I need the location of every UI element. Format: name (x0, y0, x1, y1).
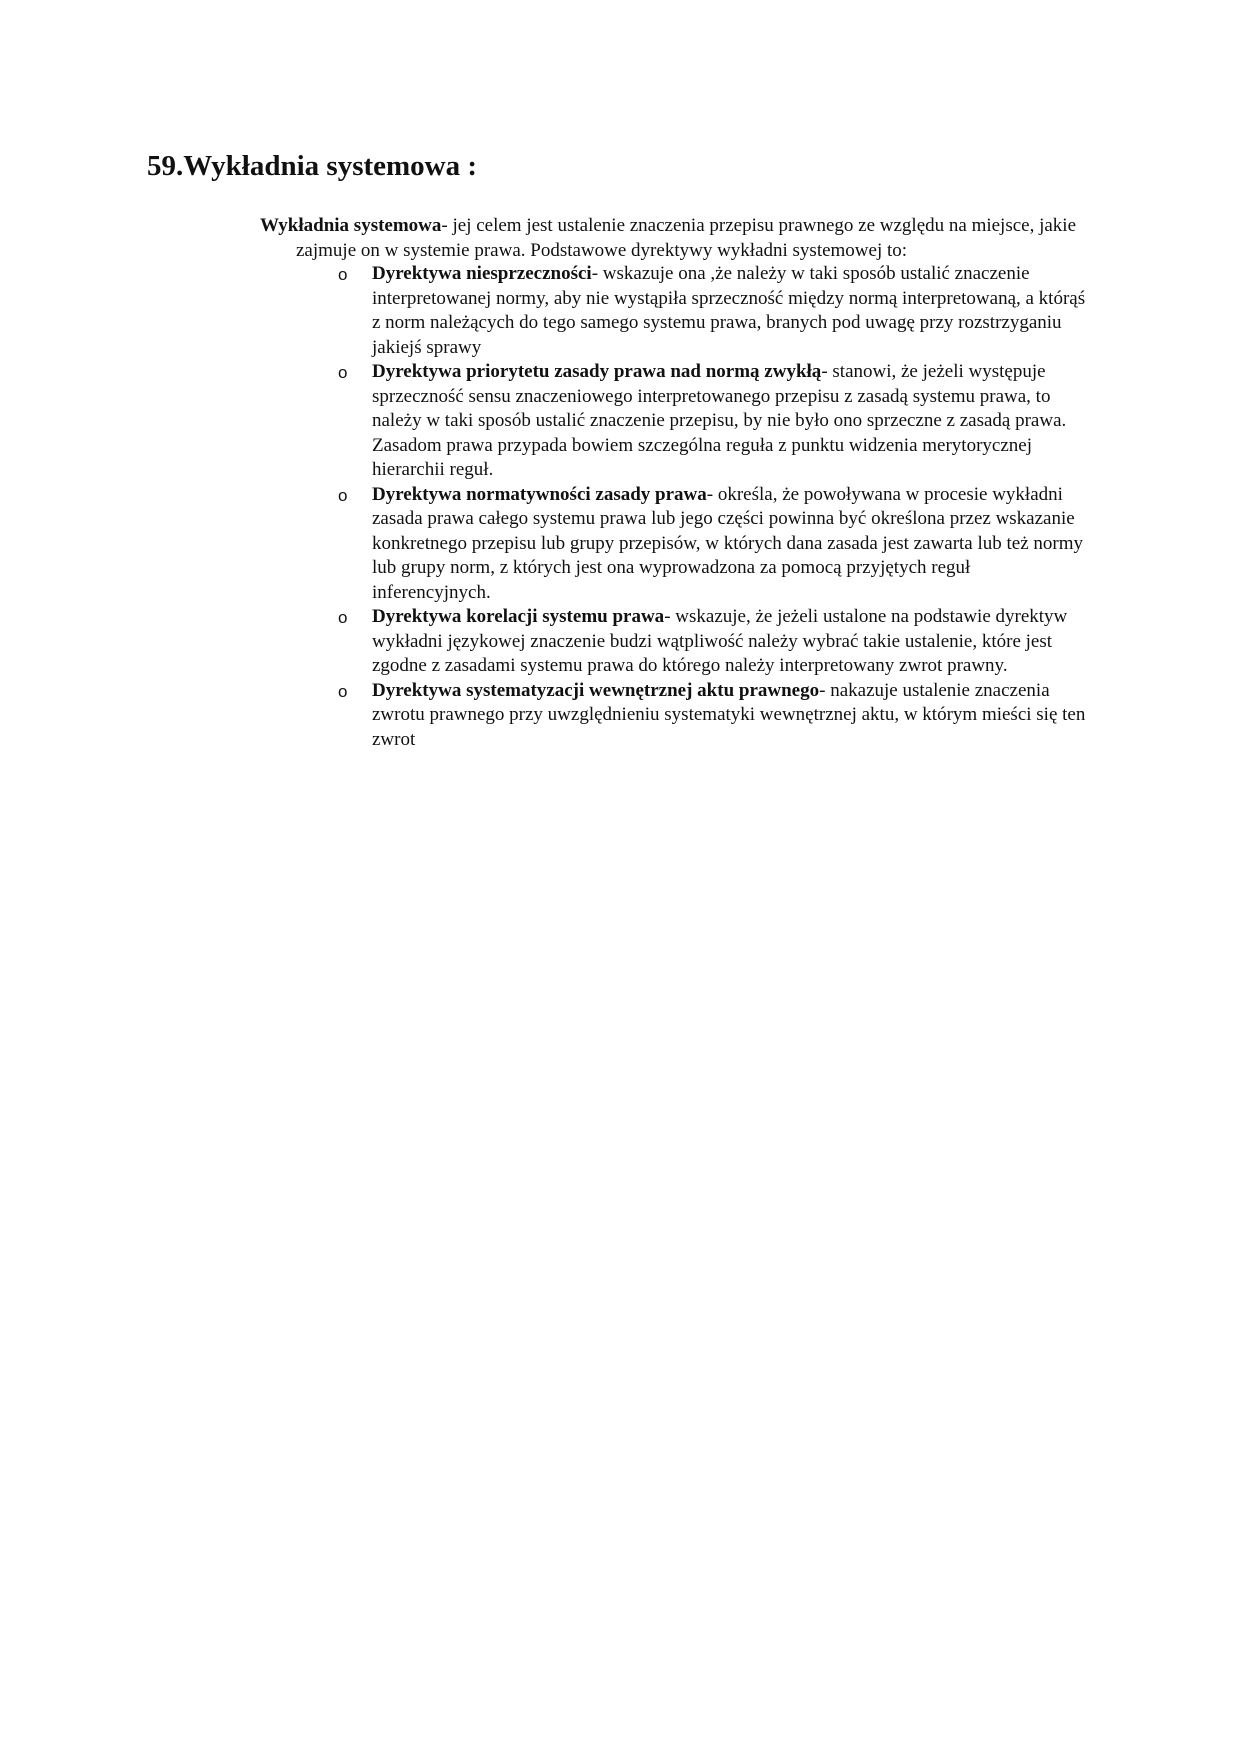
directive-list (338, 262, 1088, 752)
directive-text: - wskazuje, że jeżeli ustalone na podstawie dyrektyw wykładni językowej znaczenie budzi wątpliwość należy wybrać takie ustalenie, które jest zgodne z zasadami systemu prawa do którego należy interpretowany zwrot prawny. (372, 606, 1068, 676)
directive-term: Dyrektywa systematyzacji wewnętrznej aktu prawnego (372, 679, 820, 701)
directive-item-normatywnosci (338, 483, 1088, 606)
directive-item-systematyzacji (338, 679, 1088, 753)
intro-text: - jej celem jest ustalenie znaczenia przepisu prawnego ze względu na miejsce, jakie zajmuje on w systemie prawa. Podstawowe dyrektywy wykładni systemowej to: (296, 215, 1077, 261)
directive-term: Dyrektywa normatywności zasady prawa (372, 483, 707, 505)
directive-text: - wskazuje ona ,że należy w taki sposób ustalić znaczenie interpretowanej normy, aby nie wystąpiła sprzeczność między normą interpretowaną, a którąś z norm należących do tego samego systemu prawa, branych pod uwagę przy rozstrzyganiu jakiejś sprawy (372, 263, 1086, 358)
bullet-marker: o (338, 265, 348, 284)
bullet-marker: o (338, 681, 348, 701)
directive-item-korelacji (338, 605, 1088, 679)
directive-term: Dyrektywa korelacji systemu prawa (372, 606, 665, 627)
directive-item-niesprzecznosci (338, 262, 1088, 360)
directive-text: - nakazuje ustalenie znaczenia zwrotu prawnego przy uwzględnieniu systematyki wewnętrznej aktu, w którym mieści się ten zwrot (372, 679, 1086, 750)
bullet-marker: o (338, 363, 348, 382)
intro-term: Wykładnia systemowa (260, 215, 442, 236)
directive-item-priorytetu (338, 360, 1088, 483)
directive-text: - stanowi, że jeżeli występuje sprzeczność sensu znaczeniowego interpretowanego przepisu z zasadą systemu prawa, to należy w taki sposób ustalić znaczenie przepisu, by nie było ono sprzeczne z zasadą prawa. Zasadom prawa przypada bowiem szczególna reguła z punktu widzenia merytorycznej hierarchii reguł. (372, 361, 1067, 480)
directive-term: Dyrektywa priorytetu zasady prawa nad normą zwykłą (372, 361, 822, 382)
page-title: 59.Wykładnia systemowa : (147, 150, 478, 182)
directive-term: Dyrektywa niesprzeczności (372, 263, 592, 284)
directive-text: - określa, że powoływana w procesie wykładni zasada prawa całego systemu prawa lub jego części powinna być określona przez wskazanie konkretnego przepisu lub grupy przepisów, w których dana zasada jest zawarta lub też normy lub grupy norm, z których jest ona wyprowadzona za pomocą przyjętych reguł inferencyjnych. (372, 483, 1084, 603)
bullet-marker: o (338, 485, 348, 505)
bullet-marker: o (338, 608, 348, 627)
intro-paragraph (260, 214, 1126, 263)
